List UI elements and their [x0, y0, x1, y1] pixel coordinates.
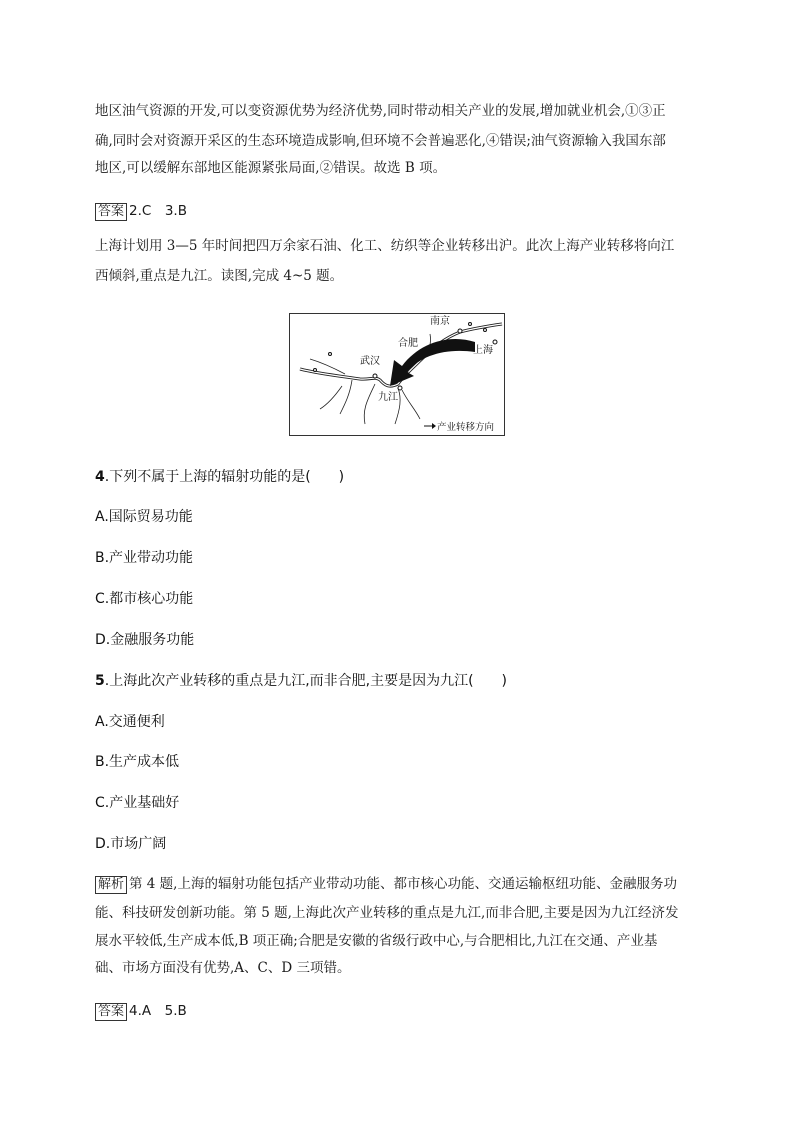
- intro-line: 上海计划用 3—5 年时间把四万余家石油、化工、纺织等企业转移出沪。此次上海产业转移将向江: [95, 238, 675, 254]
- option-4b[interactable]: B.产业带动功能: [95, 550, 194, 566]
- tributary: [340, 380, 352, 414]
- label-jiujiang: 九江: [378, 392, 398, 403]
- map-drawing: [290, 314, 504, 435]
- question-stem: .下列不属于上海的辐射功能的是( ): [104, 469, 345, 485]
- question-4: [95, 466, 344, 486]
- answer-text: 4.A 5.B: [129, 1003, 187, 1019]
- map-figure: [289, 313, 505, 436]
- option-4c[interactable]: C.都市核心功能: [95, 591, 194, 607]
- label-hefei: 合肥: [398, 338, 418, 349]
- legend-label: 产业转移方向: [437, 422, 495, 433]
- city-dot-wuhan: [373, 374, 377, 378]
- option-5c[interactable]: C.产业基础好: [95, 795, 180, 811]
- analysis-line: 解析 第 4 题,上海的辐射功能包括产业带动功能、都市核心功能、交通运输枢纽功能、金融服务功: [95, 868, 700, 900]
- answer-row: [95, 999, 187, 1021]
- tributary: [364, 384, 375, 424]
- city-dot-shanghai: [493, 340, 497, 344]
- answer-tag: 答案: [95, 1003, 127, 1021]
- tributary: [402, 390, 420, 419]
- label-nanjing: 南京: [430, 316, 450, 327]
- analysis-line: 展水平较低,生产成本低,B 项正确;合肥是安徽的省级行政中心,与合肥相比,九江在交通、产业基: [95, 933, 658, 949]
- answer-text: 2.C 3.B: [129, 203, 187, 219]
- city-dot-jiujiang: [398, 386, 402, 390]
- explanation-line: 地区油气资源的开发,可以变资源优势为经济优势,同时带动相关产业的发展,增加就业机会,①③正: [95, 103, 666, 119]
- explanation-line: 地区,可以缓解东部地区能源紧张局面,②错误。故选 B 项。: [95, 160, 447, 176]
- option-4d[interactable]: D.金融服务功能: [95, 632, 195, 648]
- option-5b[interactable]: B.生产成本低: [95, 754, 180, 770]
- label-shanghai: 上海: [473, 345, 493, 356]
- explanation-line: 确,同时会对资源开采区的生态环境造成影响,但环境不会普遍恶化,④错误;油气资源输入我国东部: [95, 133, 666, 149]
- answer-row: [95, 199, 187, 221]
- option-5d[interactable]: D.市场广阔: [95, 836, 167, 852]
- analysis-tag: 解析: [95, 876, 127, 894]
- question-number: 5: [95, 673, 105, 689]
- tributary: [320, 386, 342, 409]
- city-dot-nanjing: [458, 329, 462, 333]
- question-number: 4: [95, 469, 105, 485]
- option-5a[interactable]: A.交通便利: [95, 714, 165, 730]
- answer-tag: 答案: [95, 203, 127, 221]
- question-5: [95, 670, 507, 690]
- question-stem: .上海此次产业转移的重点是九江,而非合肥,主要是因为九江( ): [104, 673, 508, 689]
- analysis-line: 础、市场方面没有优势,A、C、D 三项错。: [95, 960, 351, 976]
- label-wuhan: 武汉: [360, 356, 380, 367]
- option-4a[interactable]: A.国际贸易功能: [95, 509, 193, 525]
- analysis-line: 能、科技研发创新功能。第 5 题,上海此次产业转移的重点是九江,而非合肥,主要是因为九江经济发: [95, 905, 679, 921]
- intro-line: 西倾斜,重点是九江。读图,完成 4~5 题。: [95, 268, 344, 284]
